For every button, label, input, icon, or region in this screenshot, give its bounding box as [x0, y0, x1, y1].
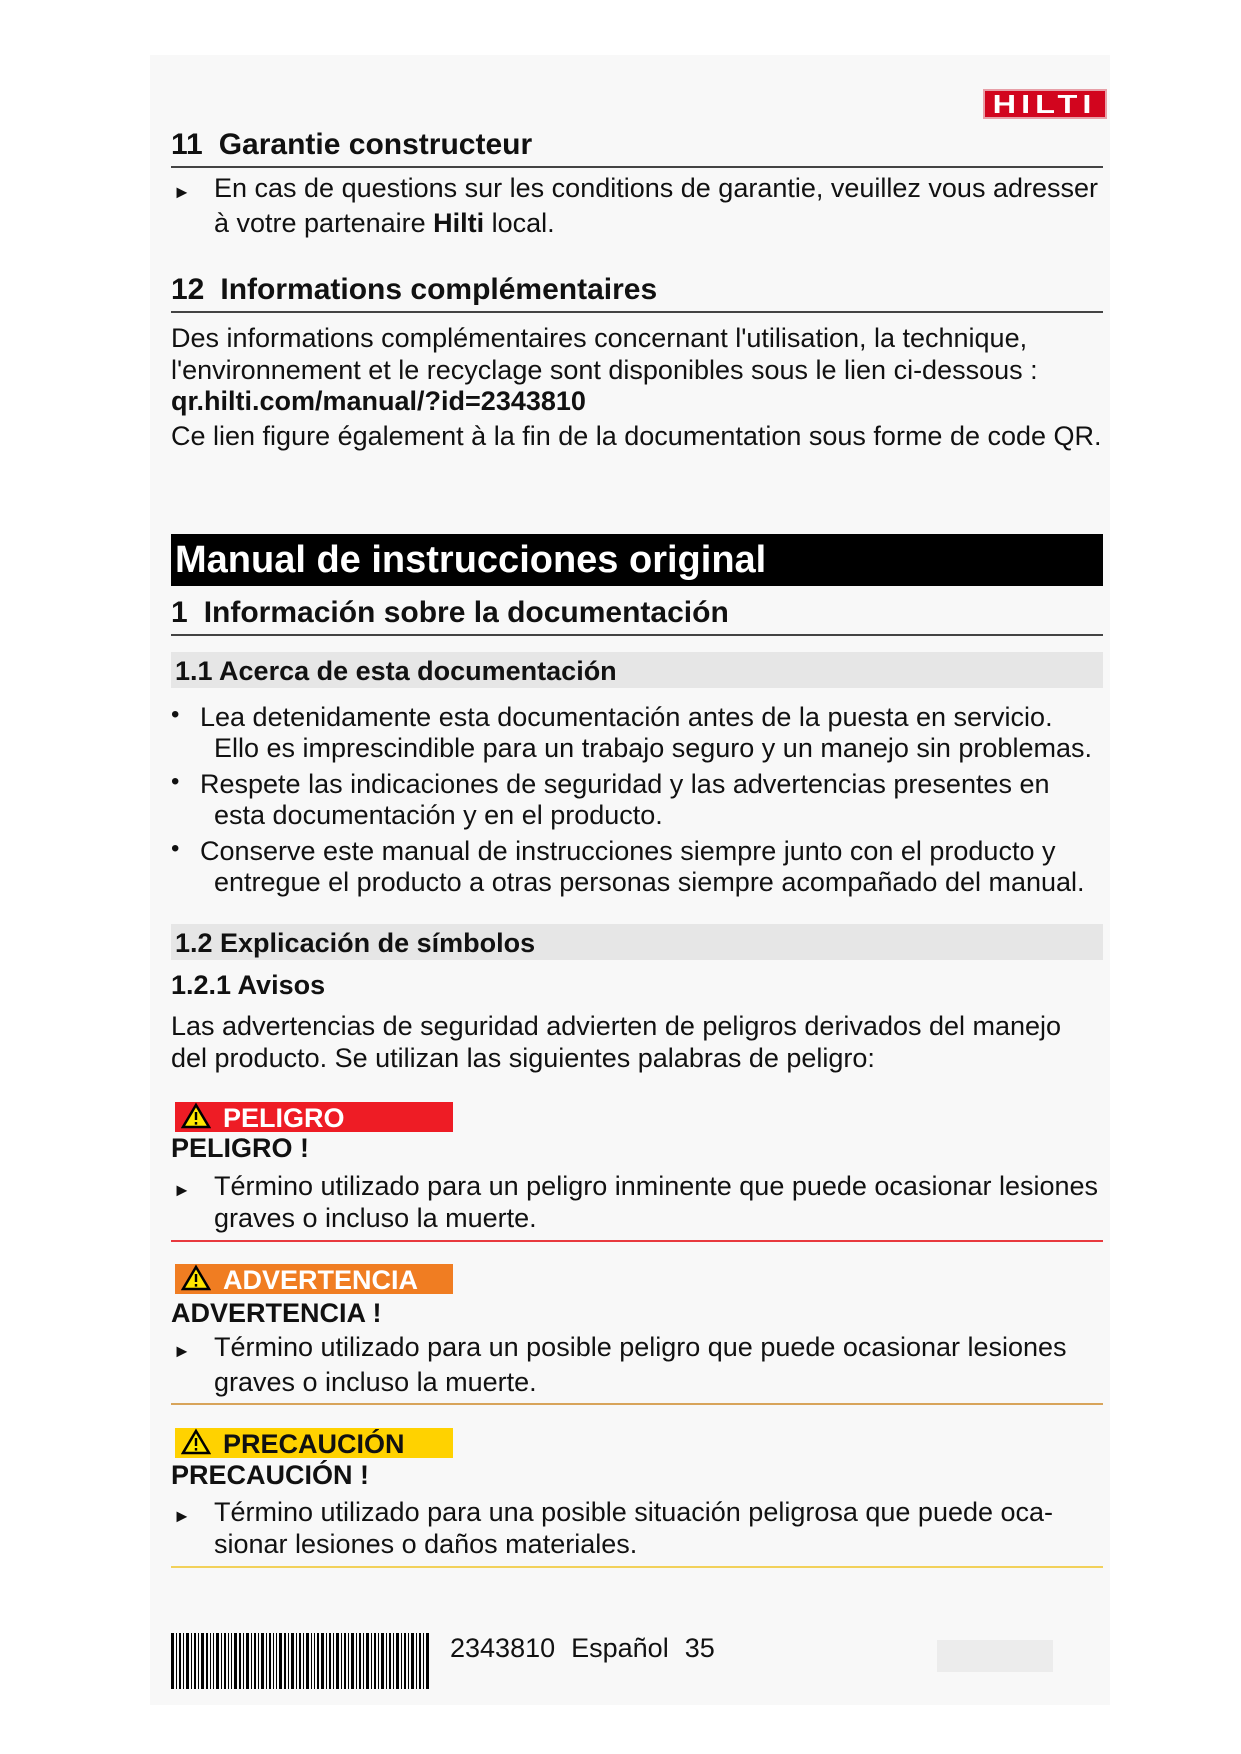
footer-language: Español — [571, 1633, 669, 1663]
list-item-line1: Conserve este manual de instrucciones siempre junto con el producto y — [200, 836, 1056, 866]
section-number: 11 — [171, 128, 203, 161]
page-footer — [450, 1633, 715, 1664]
warning-triangle-icon — [181, 1428, 211, 1456]
footer-placeholder-box — [937, 1640, 1053, 1672]
warnings-intro-line1: Las advertencias de seguridad advierten de peligros derivados del manejo — [171, 1011, 1062, 1041]
list-item-line1: Respete las indicaciones de seguridad y las advertencias presentes en — [200, 769, 1050, 799]
warranty-text-line1: En cas de questions sur les conditions de garantie, veuillez vous adresser — [214, 173, 1098, 203]
bullet-arrow-icon: ► — [173, 1180, 191, 1200]
list-item-line2: entregue el producto a otras personas siempre acompañado del manual. — [214, 867, 1085, 897]
caution-divider — [171, 1566, 1103, 1568]
brand-name: Hilti — [433, 208, 485, 238]
section-11-heading — [171, 128, 1103, 168]
info-text-line2: l'environnement et le recyclage sont disponibles sous le lien ci-dessous : — [171, 355, 1038, 385]
bullet-arrow-icon: ► — [173, 1341, 191, 1361]
barcode — [171, 1633, 429, 1689]
caution-text-line1: Término utilizado para una posible situación peligrosa que puede oca- — [214, 1497, 1054, 1527]
badge-label: ADVERTENCIA — [223, 1265, 419, 1295]
warning-text-line1: Término utilizado para un posible peligro que puede ocasionar lesiones — [214, 1332, 1067, 1362]
caution-label: PRECAUCIÓN ! — [171, 1460, 370, 1490]
section-1-2-1-heading: 1.2.1 Avisos — [171, 970, 326, 1000]
bullet-arrow-icon: ► — [173, 1506, 191, 1526]
warranty-text-line2 — [214, 207, 555, 239]
info-text-line4: Ce lien figure également à la fin de la documentation sous forme de code QR. — [171, 421, 1102, 451]
bullet-dot-icon: • — [171, 835, 180, 862]
warning-text-line2: graves o incluso la muerte. — [214, 1367, 537, 1397]
section-number: 1 — [171, 596, 188, 629]
doc-number: 2343810 — [450, 1633, 556, 1663]
list-item-line2: Ello es imprescindible para un trabajo seguro y un manejo sin problemas. — [214, 733, 1092, 763]
danger-divider — [171, 1240, 1103, 1242]
list-item-line2: esta documentación y en el producto. — [214, 800, 663, 830]
warning-divider — [171, 1403, 1103, 1405]
text-fragment: à votre partenaire — [214, 208, 434, 238]
info-text-line1: Des informations complémentaires concernant l'utilisation, la technique, — [171, 323, 1028, 353]
section-title: Informations complémentaires — [220, 273, 658, 306]
warning-triangle-icon — [181, 1102, 211, 1130]
section-title: Información sobre la documentación — [203, 596, 729, 629]
chapter-title: Manual de instrucciones original — [171, 534, 1103, 586]
bullet-dot-icon: • — [171, 701, 180, 728]
logo-text: HILTI — [993, 88, 1097, 119]
manual-link[interactable]: qr.hilti.com/manual/?id=2343810 — [171, 386, 586, 416]
warning-signal-badge — [175, 1264, 453, 1294]
warning-label: ADVERTENCIA ! — [171, 1298, 382, 1328]
caution-text-line2: sionar lesiones o daños materiales. — [214, 1529, 638, 1559]
danger-text-line1: Término utilizado para un peligro inminente que puede ocasionar lesiones — [214, 1171, 1099, 1201]
warnings-intro-line2: del producto. Se utilizan las siguientes palabras de peligro: — [171, 1043, 875, 1073]
danger-text-line2: graves o incluso la muerte. — [214, 1203, 537, 1233]
danger-signal-badge — [175, 1102, 453, 1132]
caution-signal-badge — [175, 1428, 453, 1458]
section-1-2-heading: 1.2 Explicación de símbolos — [171, 924, 1103, 960]
list-item-line1: Lea detenidamente esta documentación antes de la puesta en servicio. — [200, 702, 1053, 732]
section-number: 12 — [171, 273, 205, 306]
section-1-1-heading: 1.1 Acerca de esta documentación — [171, 652, 1103, 688]
hilti-logo — [983, 89, 1107, 119]
section-title: Garantie constructeur — [218, 128, 533, 161]
badge-label: PELIGRO — [223, 1103, 345, 1133]
badge-label: PRECAUCIÓN — [223, 1429, 405, 1459]
bullet-arrow-icon: ► — [173, 182, 191, 202]
warning-triangle-icon — [181, 1264, 211, 1292]
danger-label: PELIGRO ! — [171, 1133, 310, 1163]
section-1-heading — [171, 596, 1103, 636]
bullet-dot-icon: • — [171, 768, 180, 795]
section-12-heading — [171, 273, 1103, 313]
text-fragment: local. — [484, 208, 555, 238]
page-number: 35 — [684, 1633, 715, 1663]
